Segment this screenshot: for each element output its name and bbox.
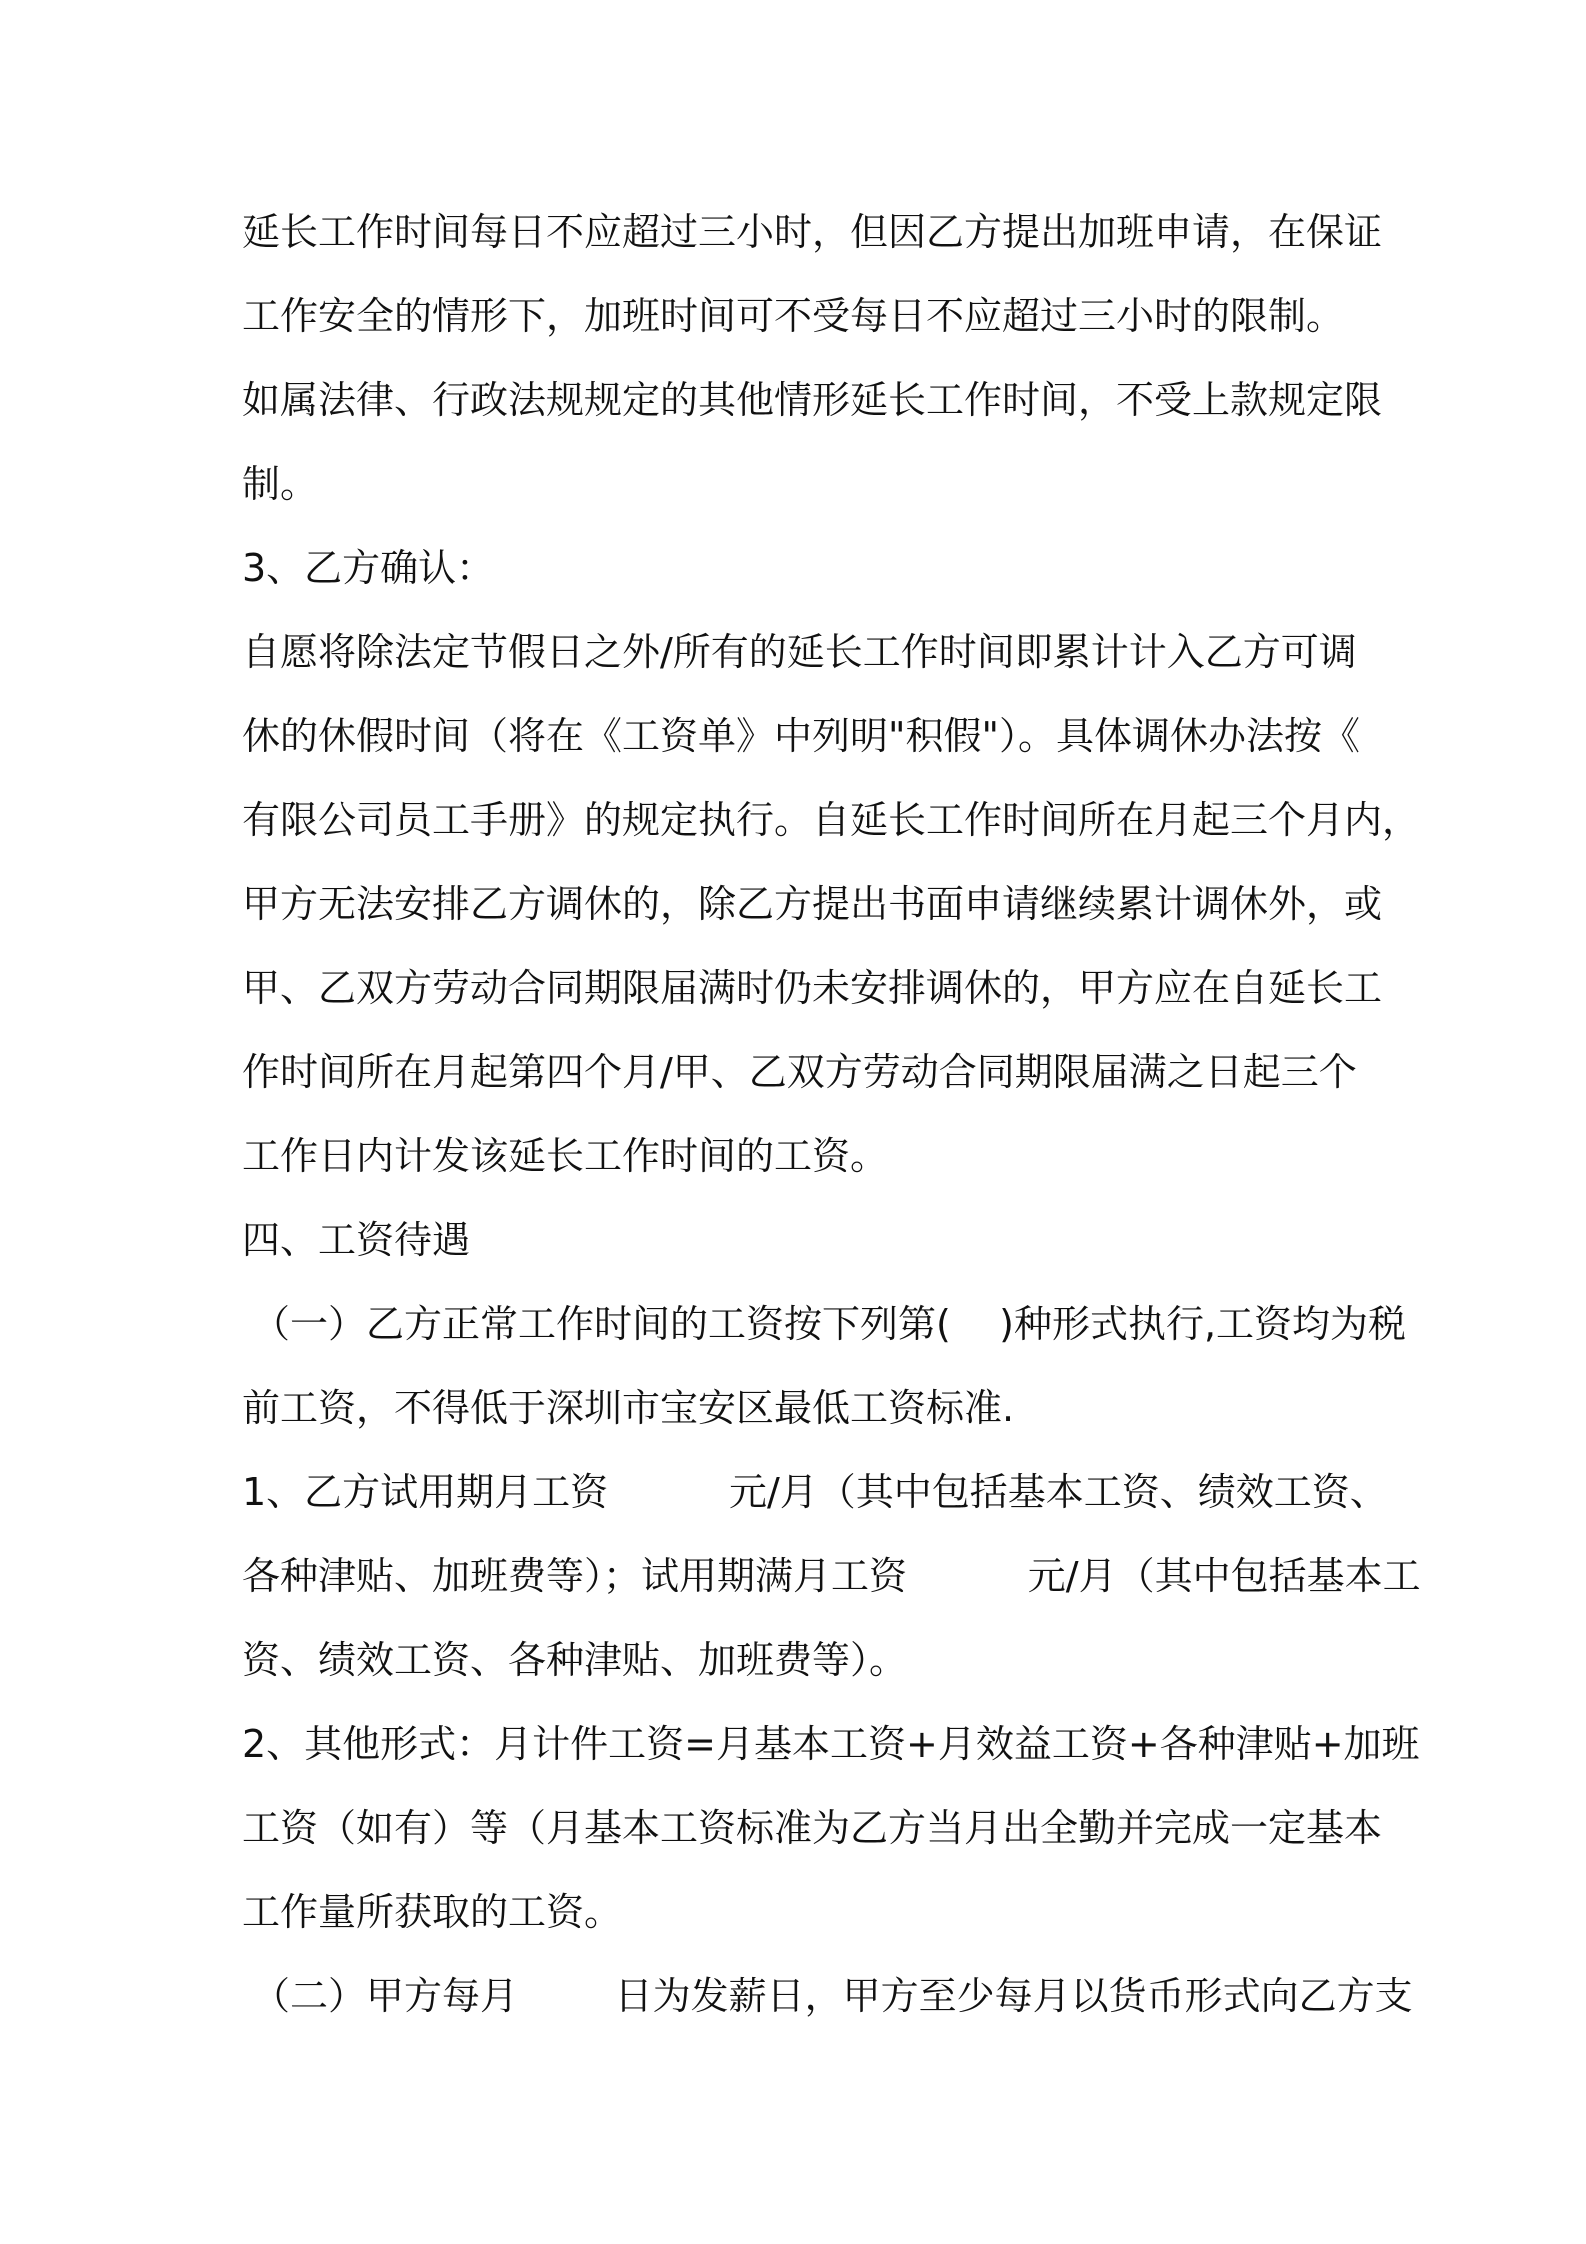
paragraph-line: 1、乙方试用期月工资 元/月（其中包括基本工资、绩效工资、 xyxy=(242,1470,1388,1514)
paragraph-line: 甲、乙双方劳动合同期限届满时仍未安排调休的，甲方应在自延长工 xyxy=(242,966,1383,1010)
paragraph-line: 延长工作时间每日不应超过三小时，但因乙方提出加班申请，在保证 xyxy=(242,210,1383,254)
paragraph-line: 甲方无法安排乙方调休的，除乙方提出书面申请继续累计调休外，或 xyxy=(242,882,1383,926)
paragraph-line: 工作量所获取的工资。 xyxy=(242,1890,623,1934)
paragraph-line: 2、其他形式：月计件工资=月基本工资+月效益工资+各种津贴+加班 xyxy=(242,1722,1420,1766)
document-page xyxy=(242,190,1421,2038)
paragraph-line: 有限公司员工手册》的规定执行。自延长工作时间所在月起三个月内， xyxy=(242,798,1421,842)
paragraph-line: 如属法律、行政法规规定的其他情形延长工作时间，不受上款规定限 xyxy=(242,378,1383,422)
paragraph-line: 作时间所在月起第四个月/甲、乙双方劳动合同期限届满之日起三个 xyxy=(242,1050,1357,1094)
paragraph-line: 资、绩效工资、各种津贴、加班费等）。 xyxy=(242,1638,908,1682)
paragraph-line: 各种津贴、加班费等）；试用期满月工资 元/月（其中包括基本工 xyxy=(242,1554,1421,1598)
paragraph-line: 工作安全的情形下，加班时间可不受每日不应超过三小时的限制。 xyxy=(242,294,1345,338)
paragraph-line: （一）乙方正常工作时间的工资按下列第( )种形式执行,工资均为税 xyxy=(252,1302,1407,1346)
paragraph-line: 工资（如有）等（月基本工资标准为乙方当月出全勤并完成一定基本 xyxy=(242,1806,1383,1850)
paragraph-line: 休的休假时间（将在《工资单》中列明"积假"）。具体调休办法按《 xyxy=(242,714,1360,758)
section-heading: 3、乙方确认： xyxy=(242,546,495,590)
paragraph-line: 前工资，不得低于深圳市宝安区最低工资标准. xyxy=(242,1386,1015,1430)
paragraph-line: （二）甲方每月 日为发薪日，甲方至少每月以货币形式向乙方支 xyxy=(252,1974,1413,2018)
paragraph-line: 制。 xyxy=(242,462,319,506)
paragraph-line: 自愿将除法定节假日之外/所有的延长工作时间即累计计入乙方可调 xyxy=(242,630,1357,674)
paragraph-line: 工作日内计发该延长工作时间的工资。 xyxy=(242,1134,889,1178)
section-heading: 四、工资待遇 xyxy=(242,1218,471,1262)
